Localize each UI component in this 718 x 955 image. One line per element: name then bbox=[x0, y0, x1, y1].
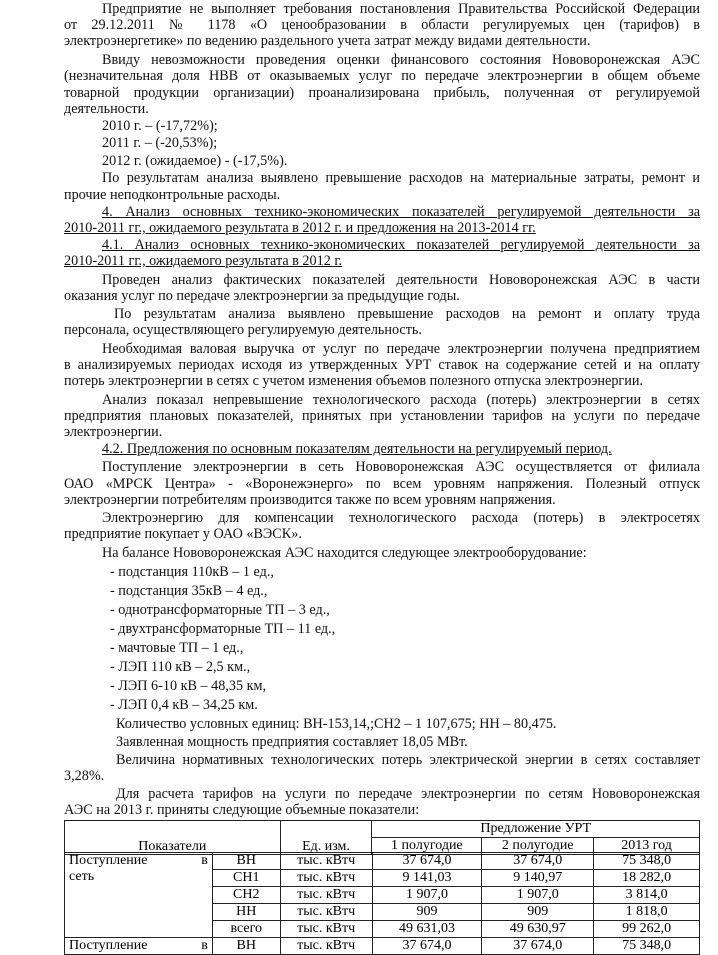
cell-h1: 909 bbox=[372, 904, 482, 921]
group-label-word: в bbox=[201, 853, 208, 868]
cell-year: 75 348,0 bbox=[594, 853, 700, 870]
cell-level: ВН bbox=[212, 938, 280, 955]
paragraph-line: деятельности. bbox=[64, 101, 149, 117]
table-row bbox=[65, 938, 700, 955]
cell-h1: 37 674,0 bbox=[372, 853, 482, 870]
equipment-list-item: - подстанция 35кВ – 4 ед., bbox=[110, 583, 268, 599]
paragraph-line: товарной продукции организации) проанализирована прибыль, полученная от регулируемой bbox=[64, 85, 700, 101]
paragraph-line: предприятие покупает у ОАО «ВЭСК». bbox=[64, 526, 302, 542]
table-row bbox=[65, 853, 700, 870]
cell-h1: 9 141,03 bbox=[372, 870, 482, 887]
paragraph-line: оказания услуг по передаче электроэнергии за предыдущие годы. bbox=[64, 288, 460, 304]
cell-h2: 1 907,0 bbox=[482, 887, 594, 904]
paragraph-line: Ввиду невозможности проведения оценки финансового состояния Нововоронежская АЭС bbox=[102, 52, 700, 68]
section-heading: 4. Анализ основных технико-экономических показателей регулируемой деятельности за bbox=[102, 204, 700, 220]
cell-unit: тыс. кВтч bbox=[280, 870, 372, 887]
cell-h2: 49 630,97 bbox=[482, 921, 594, 938]
cell-h1: 37 674,0 bbox=[372, 938, 482, 955]
paragraph-line: предприятия плановых показателей, принятых при установлении тарифов на услуги по передаче bbox=[64, 408, 700, 424]
group-label-intake-2 bbox=[65, 938, 213, 955]
paragraph-line: Для расчета тарифов на услуги по передаче электроэнергии по сетям Нововоронежская bbox=[116, 786, 700, 802]
subsection-heading: 2010-2011 гг., ожидаемого результата в 2012 г. bbox=[64, 253, 343, 269]
equipment-list-item: - мачтовые ТП – 1 ед., bbox=[110, 640, 244, 656]
equipment-list-item: - подстанция 110кВ – 1 ед., bbox=[110, 564, 274, 580]
paragraph-line: Необходимая валовая выручка от услуг по передаче электроэнергии получена предприятием bbox=[102, 341, 700, 357]
paragraph-line: Анализ показал непревышение технологического расхода (потерь) электроэнергии в сетях bbox=[102, 392, 700, 408]
paragraph-line: АЭС на 2013 г. приняты следующие объемные показатели: bbox=[64, 802, 420, 818]
paragraph-line: По результатам анализа выявлено превышение расходов на ремонт и оплату труда bbox=[114, 306, 700, 322]
equipment-list-item: - ЛЭП 6-10 кВ – 48,35 км, bbox=[110, 678, 267, 694]
equipment-list-item: - ЛЭП 110 кВ – 2,5 км., bbox=[110, 659, 251, 675]
equipment-list-item: - двухтрансформаторные ТП – 11 ед., bbox=[110, 621, 336, 637]
cell-unit: тыс. кВтч bbox=[280, 887, 372, 904]
volume-indicators-table bbox=[64, 820, 700, 855]
paragraph-line: 3,28%. bbox=[64, 768, 105, 784]
cell-h2: 37 674,0 bbox=[482, 938, 594, 955]
paragraph-line: (незначительная доля НВВ от оказываемых услуг по передаче электроэнергии в общем объеме bbox=[64, 68, 700, 84]
paragraph-line: Величина нормативных технологических потерь электрической энергии в сетях составляет bbox=[116, 752, 700, 768]
table-header-row bbox=[65, 821, 700, 838]
subsection-heading: 4.1. Анализ основных технико-экономических показателей регулируемой деятельности за bbox=[102, 237, 700, 253]
cell-unit: тыс. кВтч bbox=[280, 938, 372, 955]
cell-h2: 9 140,97 bbox=[482, 870, 594, 887]
volume-indicators-table-body bbox=[64, 852, 700, 955]
cell-h1: 49 631,03 bbox=[372, 921, 482, 938]
cell-level: НН bbox=[212, 904, 280, 921]
list-item: 2011 г. – (-20,53%); bbox=[102, 135, 218, 151]
header-indicators: Показатели bbox=[65, 821, 281, 855]
cell-unit: тыс. кВтч bbox=[280, 904, 372, 921]
header-half1: 1 полугодие bbox=[372, 838, 482, 855]
header-unit: Ед. изм. bbox=[280, 821, 372, 855]
paragraph-line: потерь электроэнергии в сетях с учетом изменения объемов полезного отпуска электроэнергии. bbox=[64, 373, 643, 389]
equipment-list-item: - ЛЭП 0,4 кВ – 34,25 км. bbox=[110, 697, 258, 713]
cell-unit: тыс. кВтч bbox=[280, 853, 372, 870]
cell-level: СН1 bbox=[212, 870, 280, 887]
header-half2: 2 полугодие bbox=[482, 838, 594, 855]
cell-level: всего bbox=[212, 921, 280, 938]
list-item: 2010 г. – (-17,72%); bbox=[102, 118, 218, 134]
cell-year: 99 262,0 bbox=[594, 921, 700, 938]
cell-year: 1 818,0 bbox=[594, 904, 700, 921]
group-label-word: Поступление bbox=[69, 853, 148, 868]
paragraph-line: Поступление электроэнергии в сеть Нововоронежская АЭС осуществляется от филиала bbox=[102, 459, 700, 475]
paragraph-line: Предприятие не выполняет требования постановления Правительства Российской Федерации bbox=[102, 1, 700, 17]
paragraph-line: Электроэнергию для компенсации технологического расхода (потерь) в электросетях bbox=[102, 510, 700, 526]
group-label-word: Поступление bbox=[69, 938, 148, 953]
subsection-heading: 4.2. Предложения по основным показателям деятельности на регулируемый период. bbox=[102, 441, 612, 457]
paragraph-line: от 29.12.2011 № 1178 «О ценообразовании в области регулируемых цен (тарифов) в bbox=[64, 17, 700, 33]
group-label-word: в bbox=[201, 938, 208, 953]
section-heading: 2010-2011 гг., ожидаемого результата в 2012 г. и предложения на 2013-2014 гг. bbox=[64, 220, 536, 236]
group-label-word: сеть bbox=[69, 869, 95, 884]
cell-year: 3 814,0 bbox=[594, 887, 700, 904]
paragraph-line: в анализируемых периодах исходя из утвержденных УРТ ставок на содержание сетей и на оплату bbox=[64, 357, 700, 373]
paragraph-line: Количество условных единиц: ВН-153,14,;СН2 – 1 107,675; НН – 80,475. bbox=[116, 716, 557, 732]
paragraph-line: Проведен анализ фактических показателей деятельности Нововоронежская АЭС в части bbox=[102, 272, 700, 288]
cell-year: 75 348,0 bbox=[594, 938, 700, 955]
equipment-list-item: - однотрансформаторные ТП – 3 ед., bbox=[110, 602, 330, 618]
cell-h1: 1 907,0 bbox=[372, 887, 482, 904]
header-proposal: Предложение УРТ bbox=[372, 821, 700, 838]
paragraph-line: прочие неподконтрольные расходы. bbox=[64, 187, 281, 203]
paragraph-line: персонала, осуществляющего регулируемую деятельность. bbox=[64, 322, 422, 338]
cell-h2: 909 bbox=[482, 904, 594, 921]
header-year: 2013 год bbox=[594, 838, 700, 855]
cell-year: 18 282,0 bbox=[594, 870, 700, 887]
cell-h2: 37 674,0 bbox=[482, 853, 594, 870]
paragraph-line: На балансе Нововоронежская АЭС находится следующее электрооборудование: bbox=[102, 545, 587, 561]
group-label-intake bbox=[65, 853, 213, 938]
cell-level: СН2 bbox=[212, 887, 280, 904]
list-item: 2012 г. (ожидаемое) - (-17,5%). bbox=[102, 153, 288, 169]
paragraph-line: электроэнергии. bbox=[64, 424, 163, 440]
paragraph-line: Заявленная мощность предприятия составляет 18,05 МВт. bbox=[116, 734, 468, 750]
paragraph-line: электроэнергетике» по ведению раздельного учета затрат между видами деятельности. bbox=[64, 33, 591, 49]
paragraph-line: электроэнергии потребителям производится также по всем уровням напряжения. bbox=[64, 492, 556, 508]
cell-level: ВН bbox=[212, 853, 280, 870]
cell-unit: тыс. кВтч bbox=[280, 921, 372, 938]
paragraph-line: По результатам анализа выявлено превышение расходов на материальные затраты, ремонт и bbox=[102, 170, 700, 186]
paragraph-line: ОАО «МРСК Центра» - «Воронежэнерго» по всем уровням напряжения. Полезный отпуск bbox=[64, 476, 700, 492]
